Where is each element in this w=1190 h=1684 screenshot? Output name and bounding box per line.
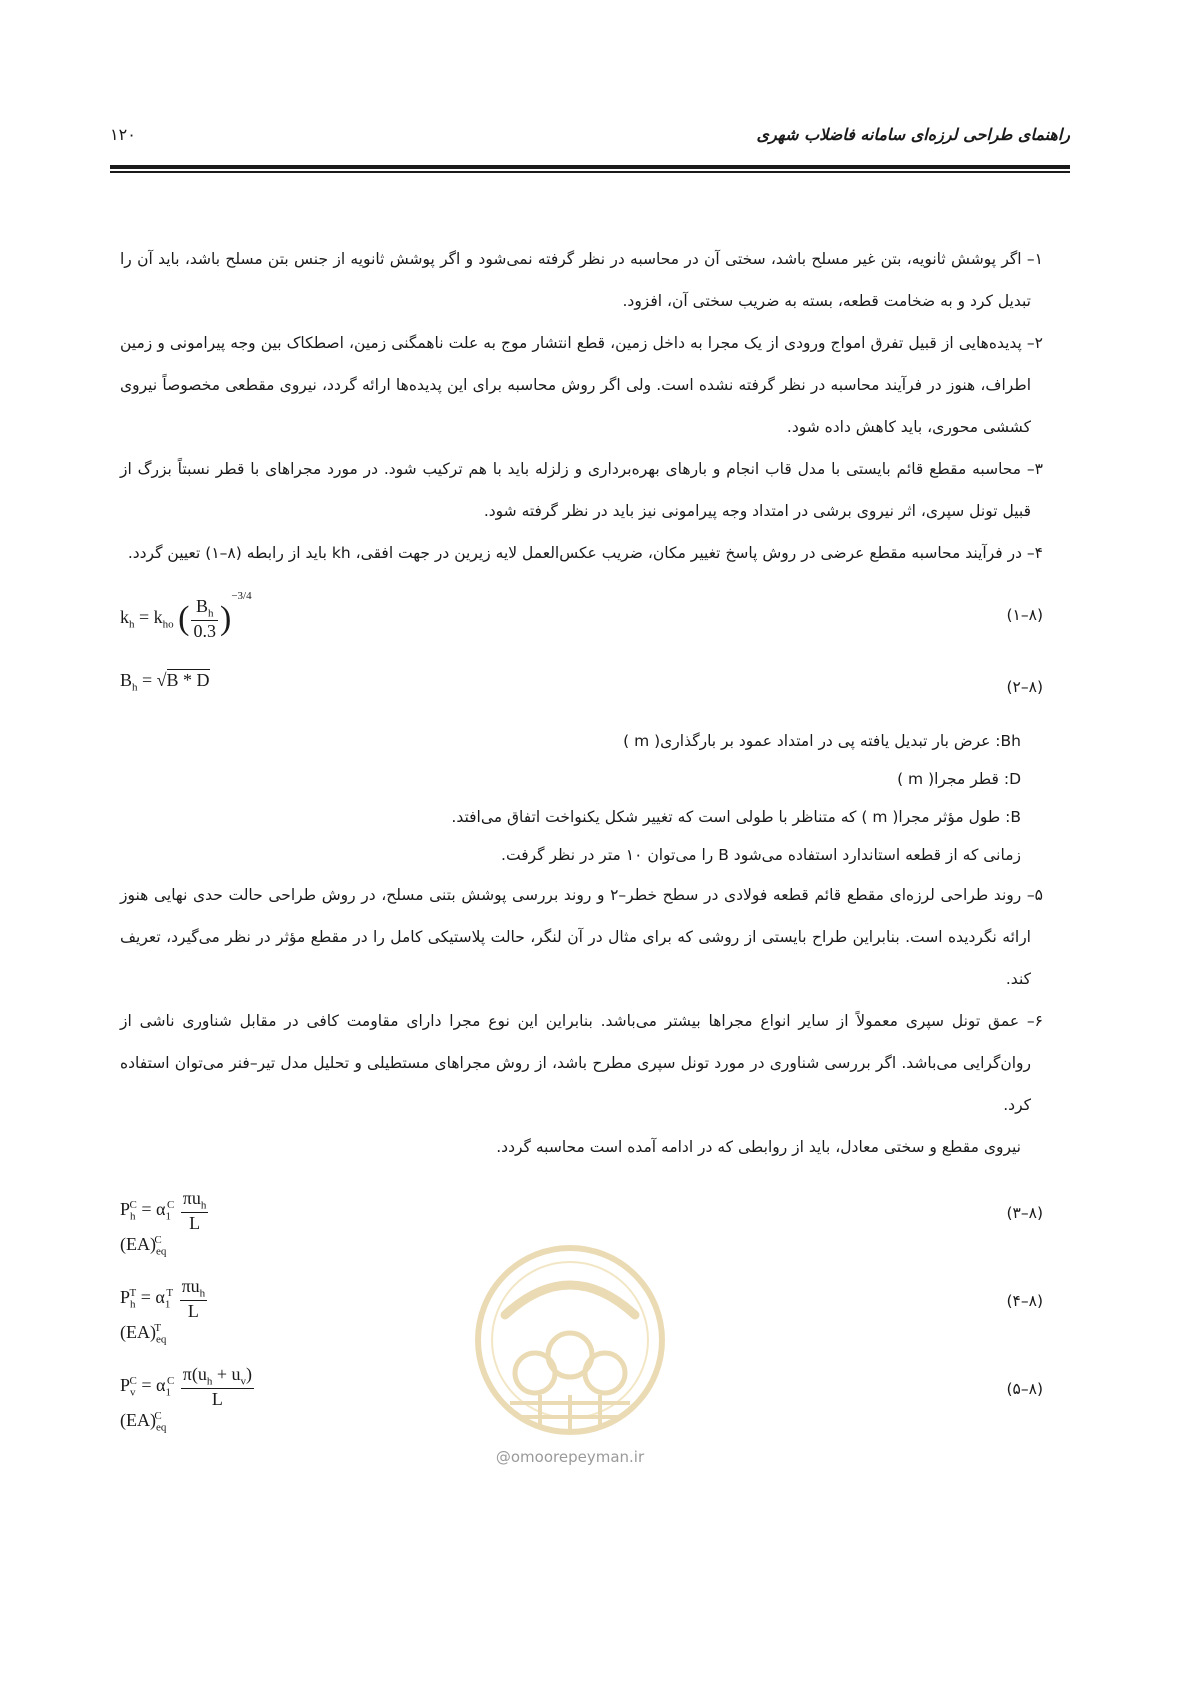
page-number: ۱۲۰: [110, 125, 136, 144]
equation-8-1: [120, 580, 1043, 658]
equation-8-3-number: (۸–۳): [1006, 1204, 1043, 1222]
definition-d: D: قطر مجرا( m ): [897, 770, 1021, 788]
paragraph-1: ۱– اگر پوشش ثانویه، بتن غیر مسلح باشد، سختی آن در محاسبه در نظر گرفته نمی‌شود و اگر پوشش ثانویه از جنس بتن مسلح باشد، باید آن را تبدیل کرد و به ضخامت قطعه، بسته به ضریب سختی آن، افزود.: [120, 250, 1043, 310]
paragraph-6: ۶– عمق تونل سپری معمولاً از سایر انواع مجراها بیشتر می‌باشد. بنابراین این نوع مجرا دارای مقاومت کافی در مقابل شناوری ناشی از روان‌گرایی می‌باشد. اگر بررسی شناوری در مورد تونل سپری مطرح باشد، از روش مجراهای مستطیلی و تحلیل مدل تیر–فنر می‌توان استفاده کرد.: [120, 1012, 1043, 1114]
equation-8-5-number: (۸–۵): [1006, 1380, 1043, 1398]
equation-8-1-formula: $k_h = k_{ho}$ ( $\frac{B_h}{0.3}$ )$^{-3/4}$: [120, 590, 252, 641]
definition-bh: Bh: عرض بار تبدیل یافته پی در امتداد عمود بر بارگذاری( m ): [623, 732, 1021, 750]
page-header: [110, 125, 1070, 155]
equation-8-2-number: (۸–۲): [1006, 678, 1043, 696]
seal-calligraphy: [505, 1285, 635, 1315]
website-watermark: @omoorepeyman.ir: [495, 1448, 645, 1466]
definitions: [120, 722, 1043, 874]
equation-8-2-formula: $B_h = √B * D$: [120, 670, 210, 694]
header-rule-thick: [110, 165, 1070, 169]
note-standard-segment: زمانی که از قطعه استاندارد استفاده می‌شود B را می‌توان ۱۰ متر در نظر گرفت.: [501, 846, 1021, 864]
running-title: راهنمای طراحی لرزه‌ای سامانه فاضلاب شهری: [756, 125, 1070, 144]
equation-8-1-number: (۸–۱): [1006, 606, 1043, 624]
equation-8-3-formula: $P_h^C = \alpha_1^C$ $\frac{\pi u_h}{L}$ $(EA)_{eq}^C$: [120, 1188, 207, 1258]
paragraph-2: ۲– پدیده‌هایی از قبیل تفرق امواج ورودی از یک مجرا به داخل زمین، قطع انتشار موج به علت ناهمگنی زمین، اصطکاک بین وجه پیرامونی و زمین اطراف، هنوز در فرآیند محاسبه در نظر گرفته نشده است. ولی اگر روش محاسبه برای این پدیده‌ها ارائه گردد، نیروی مقطعی مخصوصاً نیروی کششی محوری، باید کاهش داده شود.: [120, 334, 1043, 436]
paragraph-4: ۴– در فرآیند محاسبه مقطع عرضی در روش پاسخ تغییر مکان، ضریب عکس‌العمل لایه زیرین در جهت افقی، kh باید از رابطه (۸–۱) تعیین گردد.: [127, 544, 1043, 562]
equation-8-4-number: (۸–۴): [1006, 1292, 1043, 1310]
paragraph-7: نیروی مقطع و سختی معادل، باید از روابطی که در ادامه آمده است محاسبه گردد.: [496, 1138, 1021, 1156]
paragraph-5: ۵– روند طراحی لرزه‌ای مقطع قائم قطعه فولادی در سطح خطر–۲ و روند بررسی پوشش بتنی مسلح، در روش طراحی حالت حدی نهایی هنوز ارائه نگردیده است. بنابراین طراح بایستی از روشی که برای مثال در آن لنگر، حالت پلاستیکی کامل را در مقطع مؤثر در نظر می‌گیرد، تعریف کند.: [120, 886, 1043, 988]
definition-b: B: طول مؤثر مجرا( m ) که متناظر با طولی است که تغییر شکل یکنواخت اتفاق می‌افتد.: [451, 808, 1021, 826]
paragraph-3: ۳– محاسبه مقطع قائم بایستی با مدل قاب انجام و بارهای بهره‌برداری و زلزله باید با هم ترکیب شود. در مورد مجراهای با قطر نسبتاً بزرگ از قبیل تونل سپری، اثر نیروی برشی در امتداد وجه پیرامونی نیز باید در نظر گرفته شود.: [120, 460, 1043, 520]
equation-8-4-formula: $P_h^T = \alpha_1^T$ $\frac{\pi u_h}{L}$ $(EA)_{eq}^T$: [120, 1276, 206, 1346]
watermark-seal: [465, 1235, 675, 1445]
equation-8-5-formula: $P_v^C = \alpha_1^C$ $\frac{\pi(u_h + u_v)}{L}$ $(EA)_{eq}^C$: [120, 1364, 253, 1434]
seal-gears: [515, 1333, 625, 1393]
equation-8-2: [120, 664, 1043, 716]
header-rule-thin: [110, 171, 1070, 173]
